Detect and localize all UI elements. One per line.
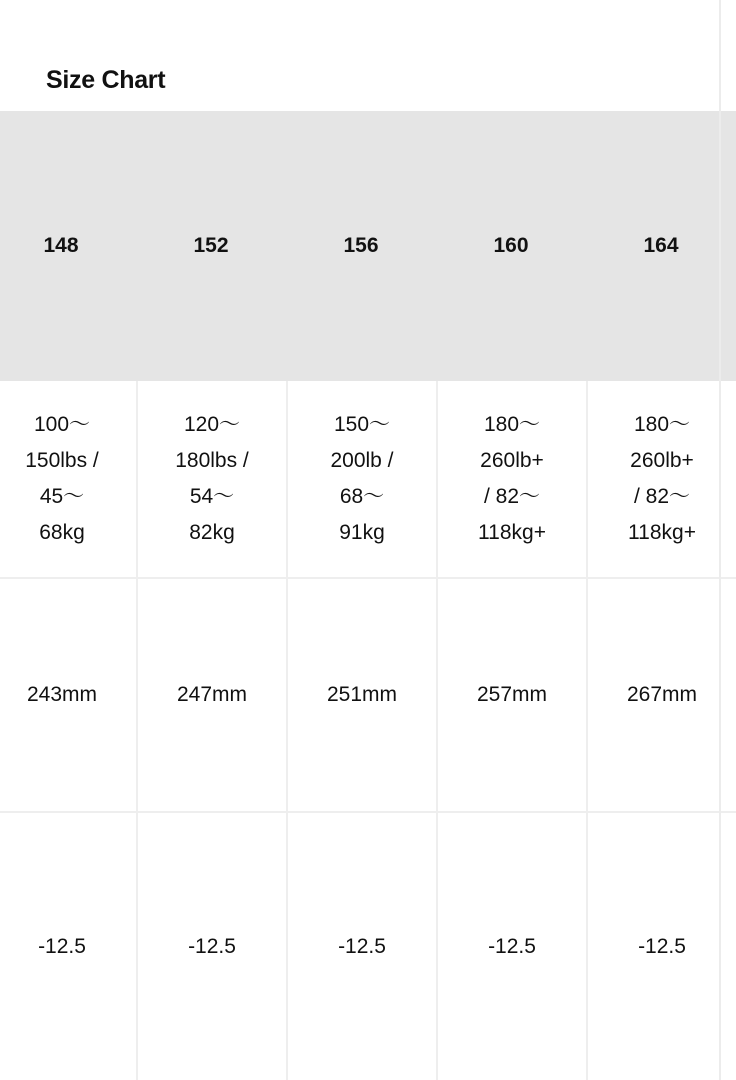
table-cell-weight-160 xyxy=(436,381,586,577)
weight-156-line-3: 68～ xyxy=(339,485,385,508)
header-cell-164: 164 xyxy=(643,234,679,257)
weight-156-line-1: 150～ xyxy=(333,413,391,436)
table-cell-weight-156 xyxy=(286,381,436,577)
table-cell-waist-152: 247mm xyxy=(136,579,286,811)
table-row-stance-setback xyxy=(0,813,736,1080)
table-cell-setback-152: -12.5 xyxy=(136,813,286,1080)
table-cell-waist-148: 243mm xyxy=(0,579,136,811)
weight-164-line-1: 180～ xyxy=(633,413,691,436)
size-chart-table-viewport[interactable] xyxy=(25,111,698,1080)
weight-148-line-3: 45～ xyxy=(39,485,85,508)
table-row-rider-weight xyxy=(0,381,736,579)
table-cell-setback-160: -12.5 xyxy=(436,813,586,1080)
weight-160-line-1: 180～ xyxy=(483,413,541,436)
table-row-waist-width xyxy=(0,579,736,813)
weight-156-line-4: 91kg xyxy=(339,521,385,544)
weight-152-line-4: 82kg xyxy=(189,521,235,544)
weight-156-line-2: 200lb / xyxy=(330,449,394,472)
table-cell-setback-164: -12.5 xyxy=(586,813,736,1080)
table-cell-waist-160: 257mm xyxy=(436,579,586,811)
table-cell-setback-156: -12.5 xyxy=(286,813,436,1080)
header-cell-152: 152 xyxy=(193,234,229,257)
header-cell-148: 148 xyxy=(43,234,79,257)
table-cell-weight-148 xyxy=(0,381,136,577)
weight-164-line-4: 118kg+ xyxy=(628,521,696,544)
table-cell-weight-152 xyxy=(136,381,286,577)
weight-148-line-4: 68kg xyxy=(39,521,85,544)
weight-148-line-2: 150lbs / xyxy=(25,449,99,472)
weight-152-line-1: 120～ xyxy=(183,413,241,436)
table-cell-setback-148: -12.5 xyxy=(0,813,136,1080)
table-cell-waist-164: 267mm xyxy=(586,579,736,811)
header-cell-160: 160 xyxy=(493,234,529,257)
page-title: Size Chart xyxy=(46,66,166,94)
table-cell-waist-156: 251mm xyxy=(286,579,436,811)
table-header-row xyxy=(0,111,736,381)
weight-160-line-4: 118kg+ xyxy=(478,521,546,544)
weight-164-line-2: 260lb+ xyxy=(630,449,694,472)
table-cell-weight-164 xyxy=(586,381,736,577)
weight-148-line-1: 100～ xyxy=(33,413,91,436)
header-cell-156: 156 xyxy=(343,234,379,257)
weight-164-line-3: / 82～ xyxy=(633,485,690,508)
weight-152-line-3: 54～ xyxy=(189,485,235,508)
size-chart-table xyxy=(0,111,736,1080)
weight-160-line-3: / 82～ xyxy=(483,485,540,508)
weight-160-line-2: 260lb+ xyxy=(480,449,544,472)
weight-152-line-2: 180lbs / xyxy=(175,449,249,472)
